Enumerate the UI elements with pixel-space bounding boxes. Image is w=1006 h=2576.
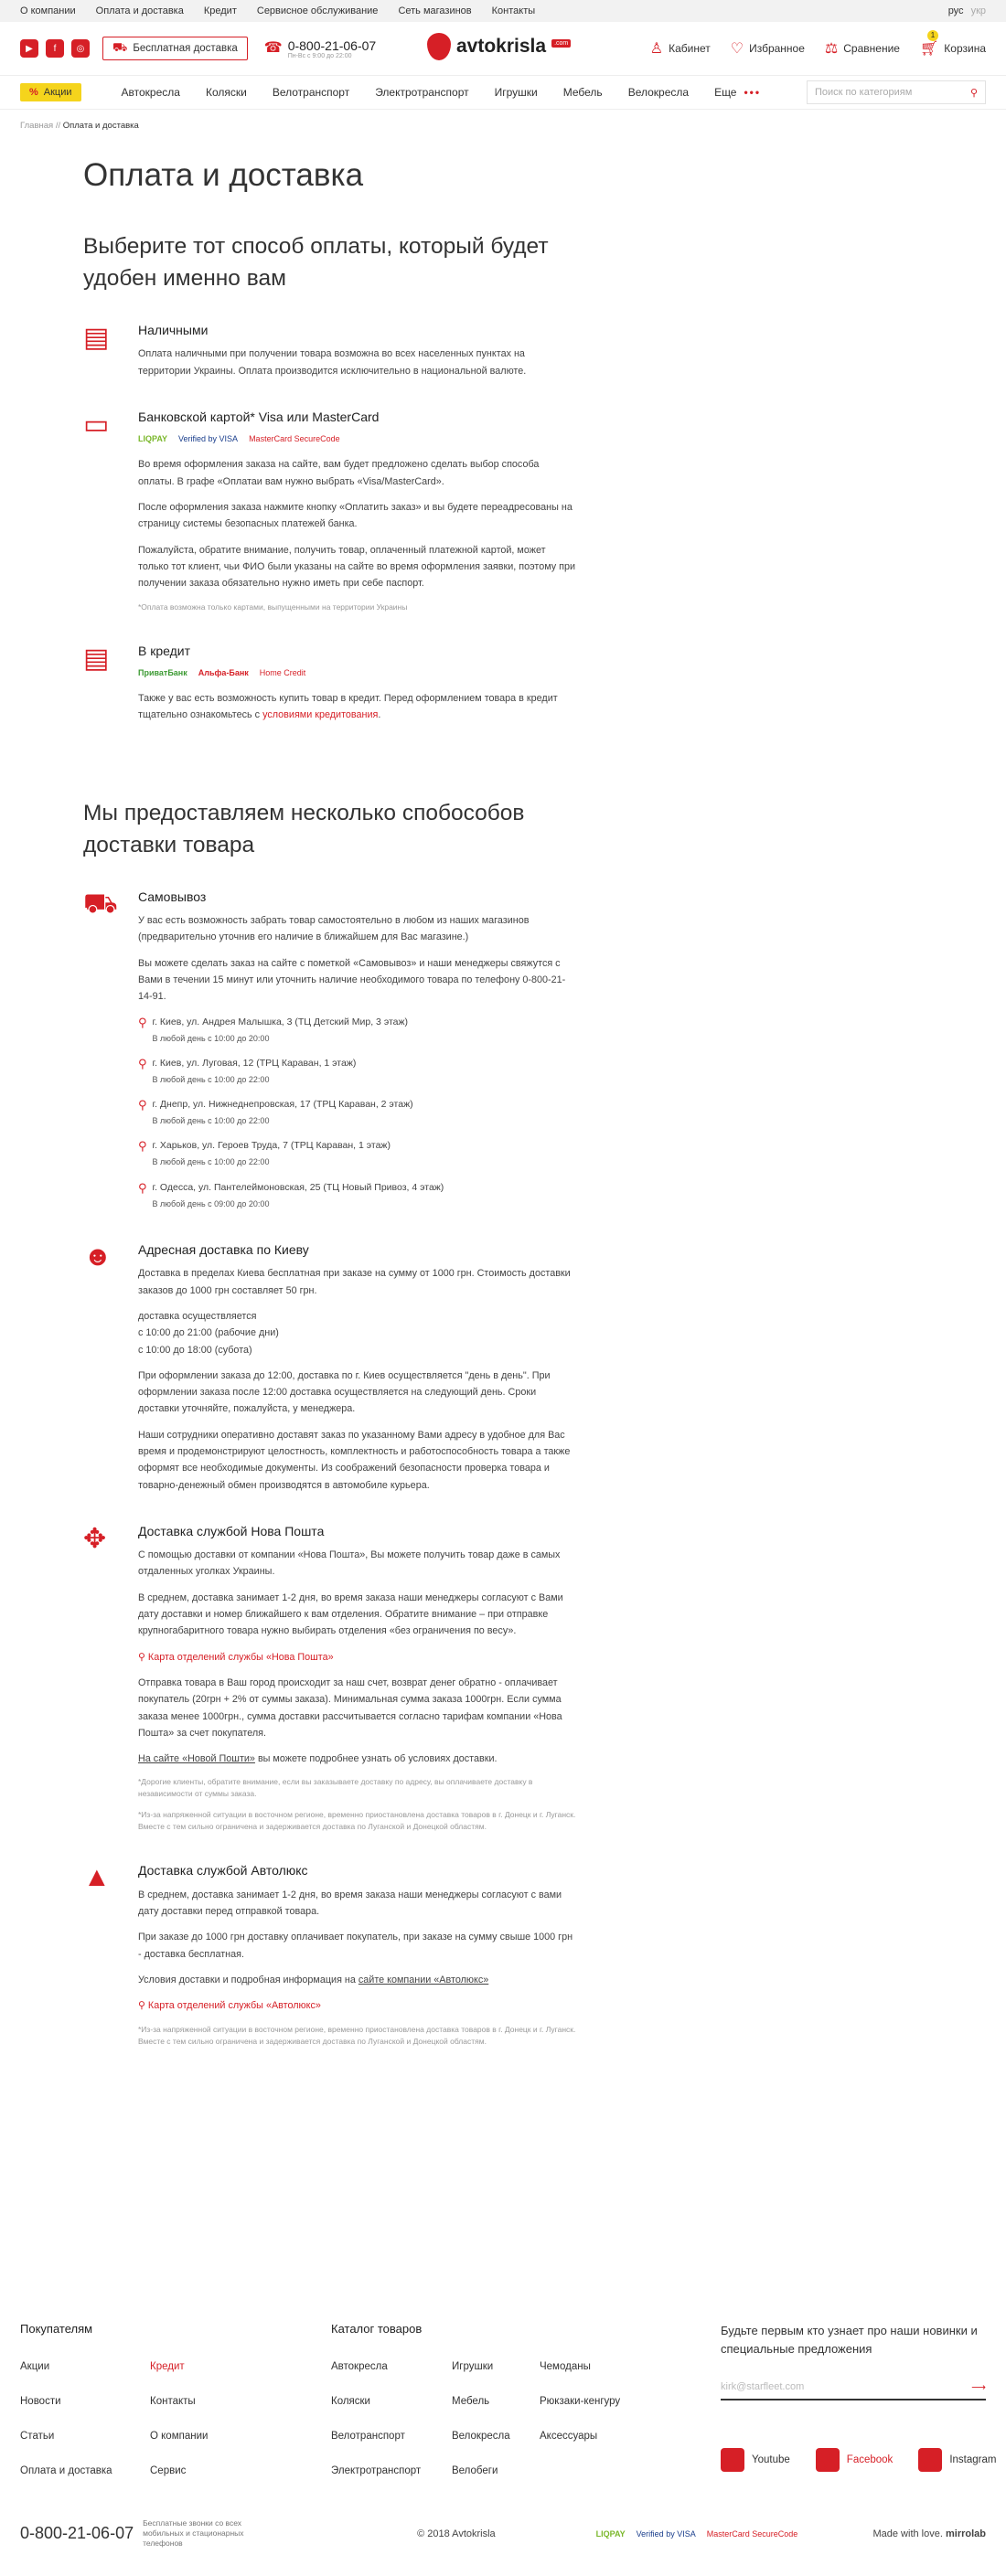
user-icon: ♙ bbox=[649, 41, 664, 57]
pickup-p2: Вы можете сделать заказ на сайте с пометкой «Самовывоз» и наши менеджеры свяжутся с Вами в течении 15 минут или уточнить наличие необходимого товара по телефону 0-800-21-14-91. bbox=[138, 957, 566, 1003]
al-p1: В среднем, доставка занимает 1-2 дня, во время заказа наши менеджеры согласуют с вами дату доставки перед отправкой товара. bbox=[138, 1889, 562, 1918]
store-hours: В любой день с 10:00 до 22:00 bbox=[152, 1116, 270, 1126]
main-nav bbox=[0, 75, 1006, 110]
store-hours: В любой день с 10:00 до 20:00 bbox=[152, 1033, 270, 1043]
al-p2: При заказе до 1000 грн доставку оплачивает покупатель, при заказе на сумму свыше 1000 грн - доставка бесплатная. bbox=[138, 1932, 573, 1960]
credit-text: Также у вас есть возможность купить товар в кредит. Перед оформлением товара в кредит тщательно ознакомьтесь с bbox=[138, 693, 558, 721]
nav-cat[interactable]: Игрушки bbox=[494, 86, 538, 99]
header-actions bbox=[649, 31, 986, 58]
made-by[interactable]: mirrolab bbox=[945, 2528, 986, 2539]
autolux-icon: ▲ bbox=[83, 1862, 111, 1893]
top-link[interactable]: Сервисное обслуживание bbox=[256, 5, 379, 16]
card-title: Банковской картой* Visa или MasterCard bbox=[138, 409, 380, 424]
footer-link[interactable]: Электротранспорт bbox=[331, 2465, 422, 2476]
homecredit-logo: Home Credit bbox=[259, 667, 306, 677]
np-note1: *Дорогие клиенты, обратите внимание, если вы заказываете доставку по адресу, вы оплачиваете доставку в независимости от суммы заказа. bbox=[138, 1777, 533, 1799]
payment-credit: ▤ В кредит ПриватБанк Альфа-Банк Home Credit Также у вас есть возможность купить товар в кредит. Перед оформлением товара в кредит тщательно ознакомьтесь с условиями кредитования. bbox=[83, 643, 577, 733]
kiev-p3: При оформлении заказа до 12:00, доставка по г. Киев осуществляется "день в день". При оформлении заказа после 12:00 доставка осуществляется на следующий день. Сроки доставки уточняйте, пожалуйста, у менеджера. bbox=[138, 1369, 551, 1415]
instagram-label: Instagram bbox=[949, 2454, 997, 2465]
header bbox=[0, 22, 1006, 75]
store-item bbox=[138, 1097, 577, 1129]
credit-icon: ▤ bbox=[83, 643, 110, 674]
newsletter-title: Будьте первым кто узнает про наши новинки и специальные предложения bbox=[721, 2324, 978, 2356]
newsletter bbox=[721, 2322, 997, 2476]
lang-ru[interactable]: рус bbox=[947, 5, 964, 16]
basket-icon: 🛒︎ bbox=[919, 41, 939, 57]
cart-label: Корзина bbox=[944, 42, 986, 55]
al-p3a: Условия доставки и подробная информация на bbox=[138, 1974, 356, 1985]
facebook-link[interactable] bbox=[816, 2448, 894, 2472]
copyright: © 2018 Avtokrisla bbox=[417, 2528, 496, 2539]
catalog-title: Каталог товаров bbox=[331, 2322, 423, 2336]
card-p2: После оформления заказа нажмите кнопку «Оплатить заказ» и вы будете переадресованы на страницу системы безопасных платежей банка. bbox=[138, 502, 573, 530]
cash-icon: ▤ bbox=[83, 323, 110, 353]
map-pin-icon: ⚲ bbox=[138, 1015, 147, 1029]
pickup-p1: У вас есть возможность забрать товар самостоятельно в любом из наших магазинов (предварительно уточнив его наличие в ближайшем для Вас магазине.) bbox=[138, 915, 530, 943]
top-links bbox=[20, 5, 535, 16]
youtube-icon bbox=[721, 2448, 744, 2472]
page-title: Оплата и доставка bbox=[83, 157, 364, 193]
delivery-nova-poshta bbox=[83, 1523, 577, 1843]
card-p1: Во время оформления заказа на сайте, вам будет предложено сделать выбор способа оплаты. В графе «Оплатаи вам нужно выбрать «Visa/MasterCard». bbox=[138, 459, 540, 487]
language-switch bbox=[948, 5, 986, 16]
youtube-link[interactable] bbox=[721, 2448, 790, 2472]
footer-socials bbox=[721, 2448, 997, 2472]
credit-title: В кредит bbox=[138, 643, 191, 658]
nova-poshta-icon: ✥ bbox=[83, 1523, 107, 1554]
visa-logo: Verified by VISA bbox=[178, 434, 239, 444]
facebook-label: Facebook bbox=[846, 2454, 894, 2465]
footer-link[interactable]: Кредит bbox=[150, 2361, 185, 2372]
delivery-pickup bbox=[83, 889, 577, 1221]
footer-link[interactable]: Мебель bbox=[452, 2396, 490, 2407]
liqpay-logo: LIQPAY bbox=[138, 434, 168, 444]
store-hours: В любой день с 09:00 до 20:00 bbox=[152, 1198, 270, 1208]
map-pin-icon: ⚲ bbox=[138, 1180, 147, 1195]
np-map-link[interactable]: Карта отделений службы «Нова Пошта» bbox=[147, 1651, 334, 1663]
more-label: Еще bbox=[714, 86, 737, 99]
youtube-label: Youtube bbox=[752, 2454, 790, 2465]
nav-cat[interactable]: Велокресла bbox=[627, 86, 690, 99]
store-hours: В любой день с 10:00 до 22:00 bbox=[152, 1074, 270, 1084]
breadcrumb-sep: // bbox=[55, 121, 61, 131]
instagram-icon[interactable]: ◎ bbox=[71, 39, 90, 58]
np-note2: *Из-за напряженной ситуации в восточном регионе, временно приостановлена доставка товаров в г. Донецк и г. Луганск. Вместе с тем сильно ограничена и задерживается доставка по Луганской и Донецкой областям. bbox=[138, 1810, 576, 1832]
top-link[interactable]: О компании bbox=[20, 5, 76, 16]
footer-link[interactable]: Оплата и доставка bbox=[20, 2465, 112, 2476]
nav-cat[interactable]: Автокресла bbox=[121, 86, 180, 99]
top-link[interactable]: Сеть магазинов bbox=[398, 5, 472, 16]
cart-link[interactable] bbox=[919, 31, 986, 58]
store-item bbox=[138, 1056, 577, 1088]
top-link[interactable]: Кредит bbox=[203, 5, 237, 16]
footer-link[interactable]: Аксессуары bbox=[540, 2431, 598, 2442]
mastercard-logo: MasterCard SecureCode bbox=[249, 434, 340, 444]
cabinet-label: Кабинет bbox=[669, 42, 711, 55]
footer-link[interactable]: Велобеги bbox=[452, 2465, 498, 2476]
cash-title: Наличными bbox=[138, 323, 209, 337]
arrow-right-icon[interactable]: ⟶ bbox=[971, 2381, 986, 2393]
map-pin-icon: ⚲ bbox=[138, 1098, 147, 1112]
delivery-autolux bbox=[83, 1862, 577, 2056]
buyers-title: Покупателям bbox=[20, 2322, 93, 2336]
logo-tag: .com bbox=[551, 39, 571, 48]
np-site-link[interactable]: На сайте «Новой Пошти» bbox=[138, 1753, 255, 1765]
youtube-icon[interactable]: ▶ bbox=[20, 39, 38, 58]
breadcrumb-current: Оплата и доставка bbox=[62, 121, 139, 131]
payment-card bbox=[83, 409, 577, 623]
footer-catalog bbox=[331, 2322, 697, 2476]
kiev-title: Адресная доставка по Киеву bbox=[138, 1242, 309, 1258]
credit-terms-link[interactable]: условиями кредитования bbox=[262, 709, 379, 721]
nav-cat[interactable]: Коляски bbox=[205, 86, 247, 99]
search-icon[interactable]: ⚲ bbox=[969, 87, 978, 99]
footer-link[interactable]: Коляски bbox=[331, 2396, 370, 2407]
footer-link[interactable]: Автокресла bbox=[331, 2361, 388, 2372]
store-address: г. Днепр, ул. Нижнеднепровская, 17 (ТРЦ Караван, 2 этаж) bbox=[152, 1099, 413, 1111]
compare-label: Сравнение bbox=[843, 42, 900, 55]
top-bar bbox=[0, 0, 1006, 22]
map-pin-icon: ⚲ bbox=[138, 1056, 147, 1070]
nav-cat[interactable]: Велотранспорт bbox=[272, 86, 350, 99]
top-link[interactable]: Оплата и доставка bbox=[95, 5, 184, 16]
footer-buyers bbox=[20, 2322, 331, 2476]
kiev-p2b: с 10:00 до 21:00 (рабочие дни) bbox=[138, 1327, 279, 1339]
map-pin-icon: ⚲ bbox=[138, 1651, 145, 1663]
footer-bottom bbox=[20, 2518, 986, 2549]
store-item bbox=[138, 1138, 577, 1170]
np-title: Доставка службой Нова Пошта bbox=[138, 1523, 325, 1538]
scales-icon: ⚖ bbox=[824, 41, 839, 57]
card-logos bbox=[138, 431, 577, 447]
promo-button[interactable] bbox=[20, 83, 81, 101]
al-map-link[interactable]: Карта отделений службы «Автолюкс» bbox=[147, 2000, 321, 2012]
nav-cat[interactable]: Мебель bbox=[562, 86, 603, 99]
footer-link[interactable]: Новости bbox=[20, 2396, 61, 2407]
instagram-icon bbox=[918, 2448, 942, 2472]
footer-phone[interactable]: 0-800-21-06-07 bbox=[20, 2524, 134, 2542]
more-menu[interactable] bbox=[714, 86, 761, 99]
pickup-title: Самовывоз bbox=[138, 889, 207, 904]
al-note: *Из-за напряженной ситуации в восточном регионе, временно приостановлена доставка товаров в г. Донецк и г. Луганск. Вместе с тем сильно ограничена и задерживается доставка по Луганской и Донецкой областям. bbox=[138, 2024, 576, 2046]
delivery-heading: Мы предоставляем несколько спобособов доставки товара bbox=[83, 800, 525, 857]
payment-cash bbox=[83, 322, 577, 389]
logo[interactable] bbox=[427, 33, 571, 60]
nav-cat[interactable]: Электротранспорт bbox=[375, 86, 469, 99]
breadcrumb-home[interactable]: Главная bbox=[20, 121, 54, 131]
np-p1: С помощью доставки от компании «Нова Пошта», Вы можете получить товар даже в самых отдаленных уголках Украины. bbox=[138, 1549, 561, 1578]
truck-icon: ⛟ bbox=[112, 40, 128, 54]
main-content bbox=[83, 157, 577, 2077]
footer-link[interactable]: Чемоданы bbox=[540, 2361, 591, 2372]
top-link[interactable]: Контакты bbox=[491, 5, 536, 16]
privatbank-logo: ПриватБанк bbox=[138, 667, 187, 677]
card-note: *Оплата возможна только картами, выпущенными на территории Украины bbox=[138, 601, 408, 612]
phone-hours: Пн-Вс с 9:00 до 22:00 bbox=[287, 52, 352, 59]
store-address: г. Киев, ул. Андрея Малышка, 3 (ТЦ Детский Мир, 3 этаж) bbox=[152, 1016, 408, 1027]
cabinet-link[interactable] bbox=[650, 39, 711, 58]
percent-icon: % bbox=[29, 87, 38, 98]
breadcrumb bbox=[0, 110, 1006, 142]
al-site-link[interactable]: сайте компании «Автолюкс» bbox=[358, 1974, 489, 1985]
heart-icon: ♡ bbox=[730, 41, 744, 57]
map-pin-icon: ⚲ bbox=[138, 2000, 145, 2012]
card-p3: Пожалуйста, обратите внимание, получить товар, оплаченный платежной картой, может только тот клиент, чьи ФИО были указаны на сайте во время оформления заявки, поэтому при получении заказа обязательно нужно иметь при себе паспорт. bbox=[138, 544, 576, 590]
footer-link[interactable]: Рюкзаки-кенгуру bbox=[540, 2396, 621, 2407]
courier-icon: ☻ bbox=[83, 1241, 112, 1272]
search-placeholder: Поиск по категориям bbox=[815, 87, 913, 98]
store-item bbox=[138, 1180, 577, 1212]
np-p4: вы можете подробнее узнать об условиях доставки. bbox=[257, 1753, 498, 1765]
kiev-p1: Доставка в пределах Киева бесплатная при заказе на сумму от 1000 грн. Стоимость доставки заказов до 1000 грн составляет 50 грн. bbox=[138, 1268, 571, 1296]
facebook-icon bbox=[816, 2448, 840, 2472]
phone-icon: ☎ bbox=[263, 39, 283, 56]
facebook-icon[interactable]: f bbox=[46, 39, 64, 58]
payment-heading: Выберите тот способ оплаты, который будет удобен именно вам bbox=[83, 234, 549, 291]
kiev-p4: Наши сотрудники оперативно доставят заказ по указанному Вами адресу в удобное для Вас время и продемонстрируют целостность, комплектность и работоспособность товара а также оформят все необходимые документы. Из соображений безопасности проверка товара и товарно-денежный обмен производятся в автомобиле курьера. bbox=[138, 1429, 571, 1491]
cash-text: Оплата наличными при получении товара возможна во всех населенных пунктах на территории Украины. Оплата производится исключительно в национальной валюте. bbox=[138, 348, 527, 377]
kiev-p2a: доставка осуществляется bbox=[138, 1310, 257, 1322]
np-p3: Отправка товара в Ваш город происходит за наш счет, возврат денег обратно - оплачивает покупатель (20грн + 2% от суммы заказа). Минимальная сумма заказа 1000грн. Если сумма заказа менее 1000грн., сумма доставки рассчитывается согласно тарифам компании «Нова Пошта» за счет покупателя. bbox=[138, 1677, 562, 1739]
favorites-link[interactable] bbox=[731, 39, 805, 58]
mastercard-logo: MasterCard SecureCode bbox=[706, 2528, 798, 2539]
category-menu bbox=[122, 86, 715, 99]
cart-badge: 1 bbox=[927, 30, 938, 41]
np-p2: В среднем, доставка занимает 1-2 дня, во время заказа наши менеджеры согласуют с Вами дату доставки и номер ближайшего к вам отделения. Обратите внимание – при отправке крупногабаритного товара нужно выбирать отделения «без ограничения по весу». bbox=[138, 1591, 563, 1637]
bank-logos bbox=[138, 665, 577, 681]
logo-text: avtokrisla bbox=[456, 36, 547, 57]
phone-number[interactable]: 0-800-21-06-07 bbox=[287, 37, 377, 53]
kiev-p2c: с 10:00 до 18:00 (субота) bbox=[138, 1344, 252, 1356]
search-input[interactable] bbox=[807, 80, 986, 104]
free-delivery-label: Бесплатная доставка bbox=[133, 43, 238, 54]
cart-trolley-icon: ⛟ bbox=[83, 888, 118, 919]
footer bbox=[0, 2322, 1006, 2549]
footer-link[interactable]: Контакты bbox=[150, 2396, 196, 2407]
store-hours: В любой день с 10:00 до 22:00 bbox=[152, 1157, 270, 1167]
footer-link[interactable]: Сервис bbox=[150, 2465, 187, 2476]
store-item bbox=[138, 1015, 577, 1047]
footer-link[interactable]: Игрушки bbox=[452, 2361, 494, 2372]
store-address: г. Одесса, ул. Пантелеймоновская, 25 (ТЦ Новый Привоз, 4 этаж) bbox=[152, 1181, 444, 1193]
alfa-logo: Альфа-Банк bbox=[198, 667, 249, 677]
delivery-kiev bbox=[83, 1241, 577, 1503]
store-address: г. Киев, ул. Луговая, 12 (ТРЦ Караван, 1 этаж) bbox=[152, 1057, 357, 1069]
logo-drop-icon bbox=[427, 33, 451, 60]
header-socials bbox=[20, 39, 90, 58]
made-label: Made with love. bbox=[872, 2528, 943, 2539]
compare-link[interactable] bbox=[825, 39, 900, 58]
footer-link[interactable]: О компании bbox=[150, 2431, 209, 2442]
footer-link[interactable]: Велотранспорт bbox=[331, 2431, 405, 2442]
footer-link[interactable]: Акции bbox=[20, 2361, 50, 2372]
made-with-love bbox=[872, 2528, 986, 2539]
header-phone bbox=[264, 38, 376, 59]
promo-label: Акции bbox=[43, 87, 72, 98]
card-icon: ▭ bbox=[83, 409, 110, 440]
newsletter-email-input[interactable] bbox=[721, 2375, 986, 2400]
liqpay-logo: LIQPAY bbox=[595, 2528, 626, 2539]
footer-phone-note: Бесплатные звонки со всех мобильных и стационарных телефонов bbox=[143, 2518, 244, 2548]
map-pin-icon: ⚲ bbox=[138, 1139, 147, 1154]
lang-ua[interactable]: укр bbox=[970, 5, 986, 16]
newsletter-placeholder: kirk@starfleet.com bbox=[721, 2381, 805, 2392]
dots-icon: ••• bbox=[744, 86, 762, 99]
visa-logo: Verified by VISA bbox=[636, 2528, 696, 2539]
instagram-link[interactable] bbox=[918, 2448, 996, 2472]
free-delivery-button[interactable] bbox=[102, 37, 248, 60]
al-title: Доставка службой Автолюкс bbox=[138, 1863, 308, 1879]
footer-link[interactable]: Статьи bbox=[20, 2431, 55, 2442]
footer-link[interactable]: Велокресла bbox=[452, 2431, 510, 2442]
favorites-label: Избранное bbox=[749, 42, 805, 55]
store-address: г. Харьков, ул. Героев Труда, 7 (ТРЦ Караван, 1 этаж) bbox=[152, 1140, 391, 1152]
